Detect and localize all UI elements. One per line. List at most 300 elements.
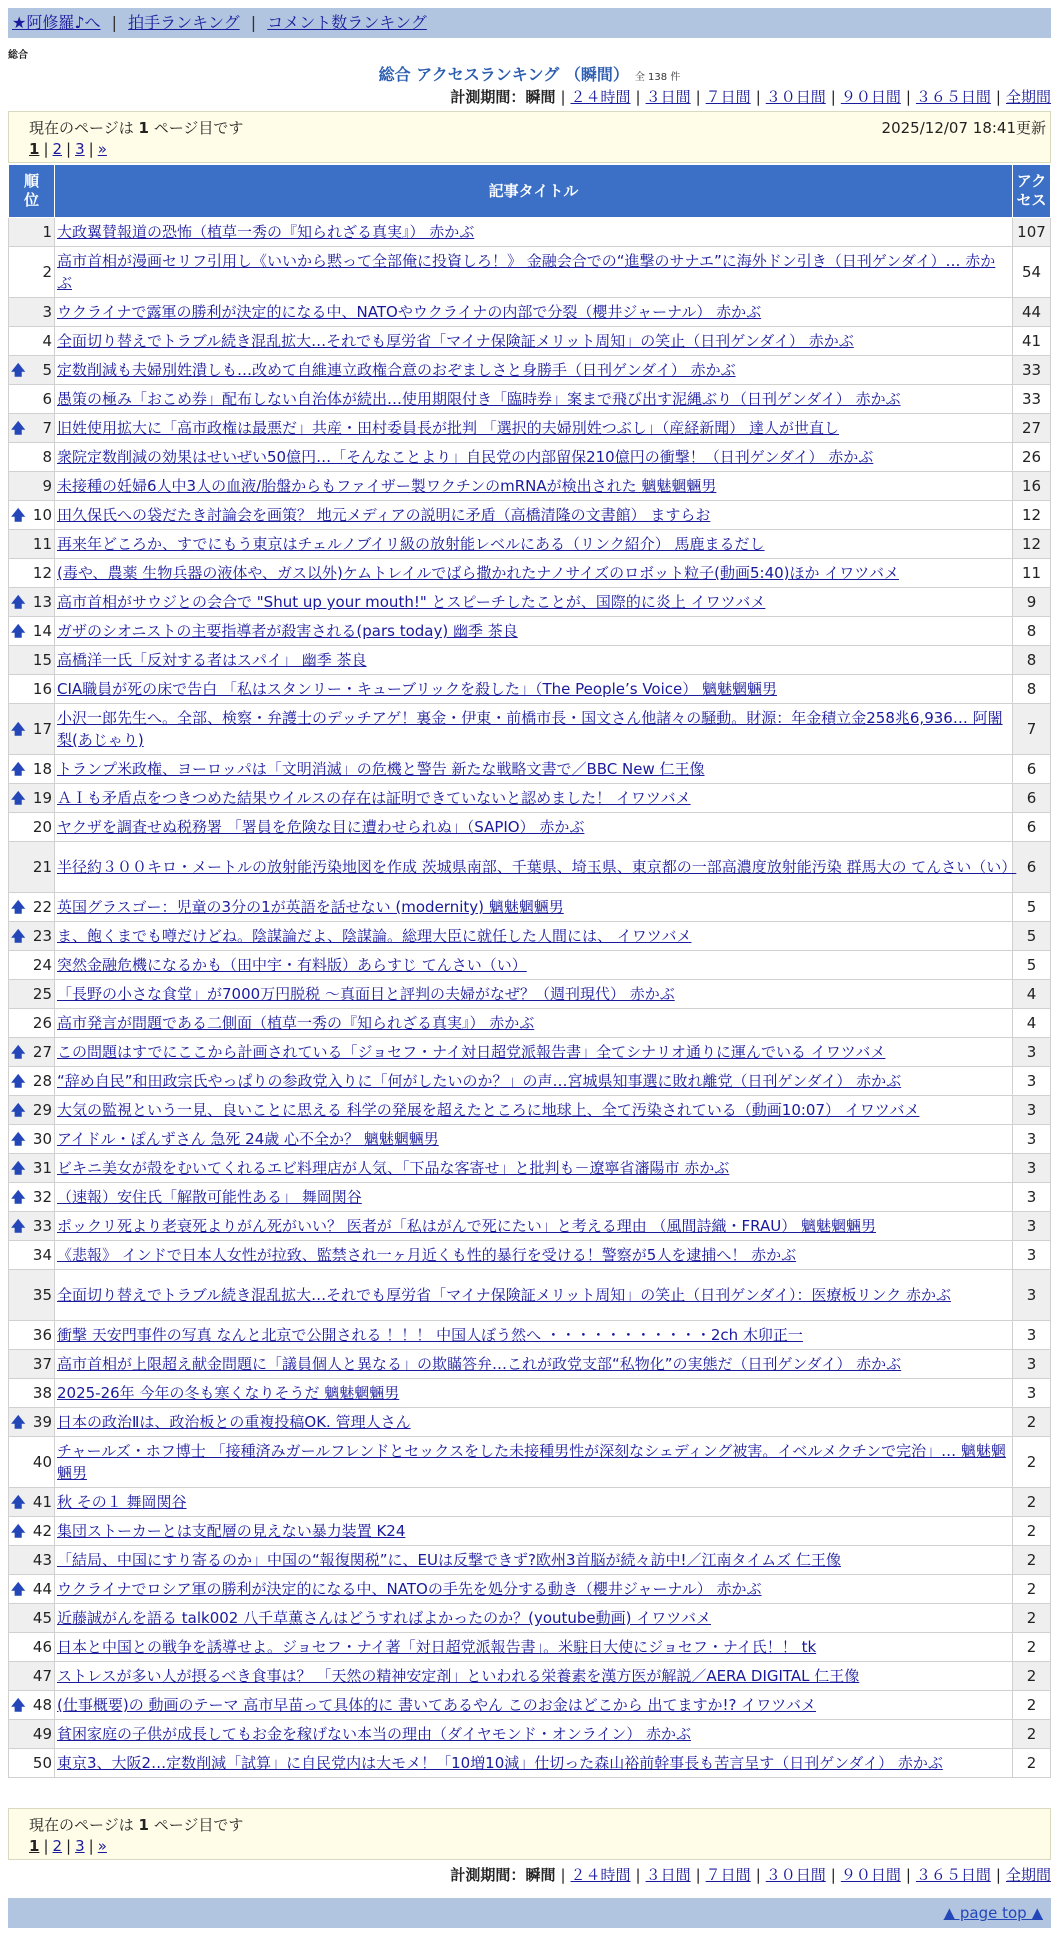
table-row bbox=[9, 893, 1051, 922]
up-arrow-icon: 🡅 bbox=[11, 595, 26, 611]
rank-number: 18 bbox=[32, 760, 52, 778]
title-cell bbox=[55, 1488, 1013, 1517]
title-cell bbox=[55, 646, 1013, 675]
access-count: 3 bbox=[1013, 1241, 1051, 1270]
access-count: 16 bbox=[1013, 472, 1051, 501]
rank-cell bbox=[9, 1067, 55, 1096]
page-separator: | bbox=[88, 1837, 94, 1855]
access-count: 9 bbox=[1013, 588, 1051, 617]
rank-number: 11 bbox=[32, 535, 52, 553]
rank-cell bbox=[9, 784, 55, 813]
access-count: 3 bbox=[1013, 1212, 1051, 1241]
rank-cell bbox=[9, 327, 55, 356]
access-count: 3 bbox=[1013, 1350, 1051, 1379]
rank-cell bbox=[9, 1488, 55, 1517]
access-count: 5 bbox=[1013, 922, 1051, 951]
table-row bbox=[9, 530, 1051, 559]
table-row bbox=[9, 472, 1051, 501]
article-title-link[interactable]: CIA職員が死の床で告白 「私はスタンリー・キューブリックを殺した」（The People’s Voice） 魑魅魍魎男 bbox=[57, 680, 778, 698]
table-row bbox=[9, 1488, 1051, 1517]
table-row bbox=[9, 1408, 1051, 1437]
up-arrow-icon: 🡅 bbox=[11, 929, 26, 945]
rank-cell bbox=[9, 1720, 55, 1749]
access-count: 107 bbox=[1013, 218, 1051, 247]
title-cell bbox=[55, 385, 1013, 414]
access-count: 2 bbox=[1013, 1749, 1051, 1778]
rank-cell bbox=[9, 588, 55, 617]
table-row bbox=[9, 588, 1051, 617]
title-cell bbox=[55, 922, 1013, 951]
article-title-link[interactable]: 全面切り替えでトラブル続き混乱拡大…それでも厚労省「マイナ保険証メリット周知」の笑止（日刊ゲンダイ）：医療板リンク 赤かぶ bbox=[57, 1286, 951, 1304]
access-count: 2 bbox=[1013, 1517, 1051, 1546]
article-title-link[interactable]: 突然金融危機になるかも（田中宇・有料版）あらすじ てんさい（い） bbox=[57, 956, 527, 974]
table-row bbox=[9, 298, 1051, 327]
table-row bbox=[9, 1321, 1051, 1350]
article-title-link[interactable]: 英国グラスゴー：児童の3分の1が英語を話せない (modernity) 魑魅魍魎男 bbox=[57, 898, 564, 916]
rank-cell bbox=[9, 1270, 55, 1321]
page-separator: | bbox=[66, 1837, 72, 1855]
article-title-link[interactable]: (毒や、農薬 生物兵器の液体や、ガス以外)ケムトレイルでばら撒かれたナノサイズのロボット粒子(動画5:40)ほか イワツバメ bbox=[57, 564, 899, 582]
rank-cell bbox=[9, 1575, 55, 1604]
title-cell bbox=[55, 617, 1013, 646]
rank-cell bbox=[9, 530, 55, 559]
period-current: 瞬間 bbox=[525, 1866, 556, 1884]
rank-cell bbox=[9, 1408, 55, 1437]
rank-number: 15 bbox=[32, 651, 52, 669]
table-row bbox=[9, 1009, 1051, 1038]
rank-cell bbox=[9, 951, 55, 980]
page-current-number: 1 bbox=[138, 119, 149, 137]
page-suffix: ページ目です bbox=[148, 119, 244, 137]
table-row bbox=[9, 1270, 1051, 1321]
table-row bbox=[9, 1517, 1051, 1546]
table-row bbox=[9, 1125, 1051, 1154]
page-suffix: ページ目です bbox=[148, 1816, 244, 1834]
access-count: 2 bbox=[1013, 1633, 1051, 1662]
title-cell bbox=[55, 1749, 1013, 1778]
access-count: 33 bbox=[1013, 385, 1051, 414]
title-cell bbox=[55, 247, 1013, 298]
article-title-link[interactable]: 《悲報》 インドで日本人女性が拉致、監禁され一ヶ月近くも性的暴行を受ける！警察が5人を逮捕へ！ 赤かぶ bbox=[57, 1246, 797, 1264]
title-cell bbox=[55, 755, 1013, 784]
up-arrow-icon: 🡅 bbox=[11, 722, 26, 738]
access-count: 3 bbox=[1013, 1125, 1051, 1154]
rank-header: 順 位 bbox=[9, 165, 55, 218]
clap-ranking-link[interactable]: 拍手ランキング bbox=[128, 13, 240, 32]
rank-cell bbox=[9, 1241, 55, 1270]
up-arrow-icon: 🡅 bbox=[11, 1132, 26, 1148]
title-cell bbox=[55, 1183, 1013, 1212]
article-title-link[interactable]: 日本と中国との戦争を誘導せよ。ジョセフ・ナイ著「対日超党派報告書」。米駐日大使にジョセフ・ナイ氏！！ tk bbox=[57, 1638, 817, 1656]
table-row bbox=[9, 1096, 1051, 1125]
access-count: 33 bbox=[1013, 356, 1051, 385]
article-title-link[interactable]: 衝撃 天安門事件の写真 なんと北京で公開される ！！！ 中国人ぼう然へ ・・・・・・・・・・・2ch 木卯正一 bbox=[57, 1326, 803, 1344]
article-title-link[interactable]: 再来年どころか、すでにもう東京はチェルノブイリ級の放射能レベルにある（リンク紹介） 馬鹿まるだし bbox=[57, 535, 765, 553]
page-links bbox=[29, 1837, 107, 1855]
page-top-link[interactable]: ▲ page top ▲ bbox=[943, 1904, 1043, 1922]
page-link[interactable]: 2 bbox=[52, 1837, 63, 1855]
access-count: 3 bbox=[1013, 1038, 1051, 1067]
total-count: 全 138 件 bbox=[634, 72, 681, 83]
page-title bbox=[0, 62, 1059, 85]
up-arrow-icon: 🡅 bbox=[11, 508, 26, 524]
up-arrow-icon: 🡅 bbox=[11, 1582, 26, 1598]
article-title-link[interactable]: 集団ストーカーとは支配層の見えない暴力装置 K24 bbox=[57, 1522, 406, 1540]
rank-number: 41 bbox=[32, 1493, 52, 1511]
rank-cell bbox=[9, 385, 55, 414]
page-link-current: 1 bbox=[29, 1837, 40, 1855]
rank-cell bbox=[9, 1691, 55, 1720]
rank-cell bbox=[9, 1212, 55, 1241]
access-count: 5 bbox=[1013, 951, 1051, 980]
rank-number: 31 bbox=[32, 1159, 52, 1177]
rank-cell bbox=[9, 646, 55, 675]
rank-cell bbox=[9, 922, 55, 951]
access-count: 3 bbox=[1013, 1379, 1051, 1408]
title-cell bbox=[55, 842, 1017, 893]
period-link[interactable]: ７日間 bbox=[705, 88, 751, 106]
article-title-link[interactable]: 未接種の妊婦6人中3人の血液/胎盤からもファイザー製ワクチンのmRNAが検出された 魑魅魍魎男 bbox=[57, 477, 717, 495]
rank-number: 34 bbox=[32, 1246, 52, 1264]
article-title-link[interactable]: 秋 その１ 舞岡関谷 bbox=[57, 1493, 187, 1511]
article-title-link[interactable]: 近藤誠がんを語る talk002 八千草薫さんはどうすればよかったのか？(youtube動画) イワツバメ bbox=[57, 1609, 711, 1627]
article-title-link[interactable]: 旧姓使用拡大に「高市政権は最悪だ」共産・田村委員長が批判 「選択的夫婦別姓つぶし」（産経新聞） 達人が世直し bbox=[57, 419, 840, 437]
article-title-link[interactable]: ＡＩも矛盾点をつきつめた結果ウイルスの存在は証明できていないと認めました！ イワツバメ bbox=[57, 789, 691, 807]
title-cell bbox=[55, 675, 1013, 704]
comment-ranking-link[interactable]: コメント数ランキング bbox=[267, 13, 427, 32]
up-arrow-icon: 🡅 bbox=[11, 363, 26, 379]
page-link[interactable]: 3 bbox=[75, 1837, 85, 1855]
table-row bbox=[9, 1437, 1051, 1488]
rank-number: 26 bbox=[32, 1014, 52, 1032]
up-arrow-icon: 🡅 bbox=[11, 1190, 26, 1206]
period-separator: | bbox=[755, 1866, 761, 1884]
rank-cell bbox=[9, 980, 55, 1009]
access-count: 4 bbox=[1013, 980, 1051, 1009]
access-count: 3 bbox=[1013, 1067, 1051, 1096]
title-cell bbox=[55, 1662, 1013, 1691]
ranking-table bbox=[8, 164, 1051, 1778]
article-title-link[interactable]: 貧困家庭の子供が成長してもお金を稼げない本当の理由（ダイヤモンド・オンライン） 赤かぶ bbox=[57, 1725, 692, 1743]
home-link[interactable]: ★阿修羅♪へ bbox=[12, 13, 101, 32]
up-arrow-icon: 🡅 bbox=[11, 1495, 26, 1511]
page-link[interactable]: 3 bbox=[75, 140, 85, 158]
access-count: 2 bbox=[1013, 1575, 1051, 1604]
rank-number: 45 bbox=[32, 1609, 52, 1627]
up-arrow-icon: 🡅 bbox=[11, 900, 26, 916]
access-count: 4 bbox=[1013, 1009, 1051, 1038]
rank-number: 2 bbox=[42, 263, 52, 281]
page-link[interactable]: » bbox=[97, 140, 107, 158]
rank-number: 10 bbox=[32, 506, 52, 524]
article-title-link[interactable]: ストレスが多い人が摂るべき食事は？ 「天然の精神安定剤」といわれる栄養素を漢方医が解説／AERA DIGITAL 仁王像 bbox=[57, 1667, 860, 1685]
table-row bbox=[9, 1720, 1051, 1749]
table-row bbox=[9, 1038, 1051, 1067]
table-row bbox=[9, 1241, 1051, 1270]
access-count: 12 bbox=[1013, 530, 1051, 559]
rank-cell bbox=[9, 1379, 55, 1408]
rank-number: 49 bbox=[32, 1725, 52, 1743]
article-title-link[interactable]: チャールズ・ホフ博士 「接種済みガールフレンドとセックスをした未接種男性が深刻なシェディング被害。イベルメクチンで完治」… 魑魅魍魎男 bbox=[57, 1442, 1006, 1482]
table-row bbox=[9, 675, 1051, 704]
up-arrow-icon: 🡅 bbox=[11, 1161, 26, 1177]
title-cell bbox=[55, 1270, 1013, 1321]
period-link[interactable]: ３０日間 bbox=[765, 1866, 826, 1884]
access-count: 26 bbox=[1013, 443, 1051, 472]
article-title-link[interactable]: 日本の政治Ⅱは、政治板との重複投稿OK. 管理人さん bbox=[57, 1413, 411, 1431]
article-title-link[interactable]: ウクライナで露軍の勝利が決定的になる中、NATOやウクライナの内部で分裂（櫻井ジャーナル） 赤かぶ bbox=[57, 303, 762, 321]
title-cell bbox=[55, 951, 1013, 980]
table-row bbox=[9, 980, 1051, 1009]
rank-number: 1 bbox=[42, 223, 52, 241]
table-row bbox=[9, 1691, 1051, 1720]
rank-number: 13 bbox=[32, 593, 52, 611]
rank-number: 29 bbox=[32, 1101, 52, 1119]
table-row bbox=[9, 1212, 1051, 1241]
article-title-link[interactable]: 全面切り替えでトラブル続き混乱拡大…それでも厚労省「マイナ保険証メリット周知」の笑止（日刊ゲンダイ） 赤かぶ bbox=[57, 332, 854, 350]
table-row bbox=[9, 247, 1051, 298]
period-separator: | bbox=[635, 1866, 641, 1884]
up-arrow-icon: 🡅 bbox=[11, 762, 26, 778]
rank-number: 40 bbox=[32, 1453, 52, 1471]
rank-number: 19 bbox=[32, 789, 52, 807]
rank-cell bbox=[9, 1096, 55, 1125]
period-separator: | bbox=[995, 88, 1001, 106]
table-row bbox=[9, 1575, 1051, 1604]
top-nav-bar bbox=[8, 8, 1051, 38]
period-separator: | bbox=[695, 1866, 701, 1884]
table-row bbox=[9, 356, 1051, 385]
title-cell bbox=[55, 1154, 1013, 1183]
period-link[interactable]: ３０日間 bbox=[765, 88, 826, 106]
access-count: 44 bbox=[1013, 298, 1051, 327]
access-header: アク セス bbox=[1013, 165, 1051, 218]
rank-number: 39 bbox=[32, 1413, 52, 1431]
rank-number: 12 bbox=[32, 564, 52, 582]
rank-number: 8 bbox=[42, 448, 52, 466]
article-title-link[interactable]: 東京3、大阪2…定数削減「試算」に自民党内は大モメ！「10増10減」仕切った森山裕前幹事長も苦言呈す（日刊ゲンダイ） 赤かぶ bbox=[57, 1754, 943, 1772]
table-row bbox=[9, 1183, 1051, 1212]
page-links bbox=[29, 140, 107, 158]
title-cell bbox=[55, 1546, 1013, 1575]
rank-number: 38 bbox=[32, 1384, 52, 1402]
article-title-link[interactable]: 小沢一郎先生へ。全部、検察・弁護士のデッチアゲ！裏金・伊東・前橋市長・国文さん他諸々の騒動。財源：年金積立金258兆6,936… 阿闍梨(あじゃり) bbox=[57, 709, 1003, 749]
period-separator: | bbox=[830, 88, 836, 106]
article-title-link[interactable]: 高市首相が上限超え献金問題に「議員個人と異なる」の欺瞞答弁…これが政党支部“私物化”の実態だ（日刊ゲンダイ） 赤かぶ bbox=[57, 1355, 902, 1373]
article-title-link[interactable]: この問題はすでにここから計画されている「ジョセフ・ナイ対日超党派報告書」全てシナリオ通りに運んでいる イワツバメ bbox=[57, 1043, 886, 1061]
table-row bbox=[9, 501, 1051, 530]
title-cell bbox=[55, 1321, 1013, 1350]
article-title-link[interactable]: ビキニ美女が殻をむいてくれるエビ料理店が人気、「下品な客寄せ」と批判も－遼寧省瀋陽市 赤かぶ bbox=[57, 1159, 730, 1177]
article-title-link[interactable]: ガザのシオニストの主要指導者が殺害される(pars today) 幽季 茶良 bbox=[57, 622, 518, 640]
rank-cell bbox=[9, 414, 55, 443]
title-cell bbox=[55, 414, 1013, 443]
period-link[interactable]: ９０日間 bbox=[840, 88, 901, 106]
access-count: 2 bbox=[1013, 1720, 1051, 1749]
title-cell bbox=[55, 704, 1013, 755]
article-title-link[interactable]: ポックリ死より老衰死よりがん死がいい？ 医者が「私はがんで死にたい」と考える理由 （風間詩織・FRAU） 魑魅魍魎男 bbox=[57, 1217, 876, 1235]
table-row bbox=[9, 922, 1051, 951]
access-count: 54 bbox=[1013, 247, 1051, 298]
title-cell bbox=[55, 1604, 1013, 1633]
rank-cell bbox=[9, 617, 55, 646]
period-link[interactable]: ７日間 bbox=[705, 1866, 751, 1884]
title-header: 記事タイトル bbox=[55, 165, 1013, 218]
page-current-number: 1 bbox=[138, 1816, 149, 1834]
article-title-link[interactable]: 定数削減も夫婦別姓潰しも…改めて自維連立政権合意のおぞましさと身勝手（日刊ゲンダイ） 赤かぶ bbox=[57, 361, 736, 379]
article-title-link[interactable]: 高市発言が問題である二側面（植草一秀の『知られざる真実』） 赤かぶ bbox=[57, 1014, 535, 1032]
access-count: 3 bbox=[1013, 1321, 1051, 1350]
rank-cell bbox=[9, 247, 55, 298]
rank-number: 6 bbox=[42, 390, 52, 408]
access-count: 2 bbox=[1013, 1691, 1051, 1720]
bottom-bar bbox=[8, 1898, 1051, 1928]
period-link[interactable]: ３日間 bbox=[645, 88, 691, 106]
title-cell bbox=[55, 1408, 1013, 1437]
page-link-current: 1 bbox=[29, 140, 40, 158]
rank-number: 47 bbox=[32, 1667, 52, 1685]
access-count: 12 bbox=[1013, 501, 1051, 530]
rank-cell bbox=[9, 842, 55, 893]
period-separator: | bbox=[830, 1866, 836, 1884]
rank-cell bbox=[9, 1321, 55, 1350]
article-title-link[interactable]: アイドル・ぽんずさん 急死 24歳 心不全か？ 魑魅魍魎男 bbox=[57, 1130, 439, 1148]
access-count: 2 bbox=[1013, 1604, 1051, 1633]
period-separator: | bbox=[560, 1866, 566, 1884]
table-row bbox=[9, 443, 1051, 472]
updated-timestamp: 2025/12/07 18:41更新 bbox=[881, 119, 1046, 137]
rank-number: 9 bbox=[42, 477, 52, 495]
title-cell bbox=[55, 327, 1013, 356]
rank-number: 33 bbox=[32, 1217, 52, 1235]
table-row bbox=[9, 842, 1051, 893]
period-link[interactable]: ３６５日間 bbox=[915, 88, 991, 106]
table-row bbox=[9, 704, 1051, 755]
period-separator: | bbox=[695, 88, 701, 106]
period-link[interactable]: ２４時間 bbox=[570, 1866, 631, 1884]
access-count: 6 bbox=[1013, 842, 1051, 893]
period-link[interactable]: ３日間 bbox=[645, 1866, 691, 1884]
article-title-link[interactable]: 2025-26年 今年の冬も寒くなりそうだ 魑魅魍魎男 bbox=[57, 1384, 400, 1402]
up-arrow-icon: 🡅 bbox=[11, 791, 26, 807]
period-link[interactable]: 全期間 bbox=[1005, 1866, 1051, 1884]
article-title-link[interactable]: 田久保氏への袋だたき討論会を画策？ 地元メディアの説明に矛盾（高橋清隆の文書館） ますらお bbox=[57, 506, 711, 524]
table-row bbox=[9, 951, 1051, 980]
current-page-text bbox=[29, 117, 243, 138]
rank-number: 23 bbox=[32, 927, 52, 945]
article-title-link[interactable]: 衆院定数削減の効果はせいぜい50億円…「そんなことより」自民党の内部留保210億円の衝撃！（日刊ゲンダイ） 赤かぶ bbox=[57, 448, 874, 466]
access-count: 2 bbox=[1013, 1437, 1051, 1488]
article-title-link[interactable]: 半径約３００キロ・メートルの放射能汚染地図を作成 茨城県南部、千葉県、埼玉県、東京都の一部高濃度放射能汚染 群馬大の てんさい（い） bbox=[57, 858, 1017, 876]
title-cell bbox=[55, 443, 1013, 472]
title-cell bbox=[55, 501, 1013, 530]
article-title-link[interactable]: (仕事概要)の 動画のテーマ 高市早苗って具体的に 書いてあるやん このお金はどこから 出てますか!? イワツバメ bbox=[57, 1696, 816, 1714]
title-cell bbox=[55, 1125, 1013, 1154]
table-row bbox=[9, 1154, 1051, 1183]
article-title-link[interactable]: 高市首相がサウジとの会合で "Shut up your mouth!" とスピーチしたことが、国際的に炎上 イワツバメ bbox=[57, 593, 766, 611]
title-cell bbox=[55, 530, 1013, 559]
title-cell bbox=[55, 813, 1013, 842]
page-link[interactable]: » bbox=[97, 1837, 107, 1855]
rank-cell bbox=[9, 501, 55, 530]
period-separator: | bbox=[905, 88, 911, 106]
period-link[interactable]: ９０日間 bbox=[840, 1866, 901, 1884]
rank-cell bbox=[9, 1038, 55, 1067]
article-title-link[interactable]: ヤクザを調査せぬ税務署 「署員を危険な目に遭わせられぬ」（SAPIO） 赤かぶ bbox=[57, 818, 585, 836]
rank-cell bbox=[9, 1009, 55, 1038]
access-count: 8 bbox=[1013, 675, 1051, 704]
rank-number: 16 bbox=[32, 680, 52, 698]
period-link[interactable]: 全期間 bbox=[1005, 88, 1051, 106]
rank-number: 28 bbox=[32, 1072, 52, 1090]
rank-cell bbox=[9, 704, 55, 755]
page-separator: | bbox=[66, 140, 72, 158]
article-title-link[interactable]: 「結局、中国にすり寄るのか」中国の“報復関税”に、EUは反撃できず?欧州3首脳が続々訪中!／江南タイムズ 仁王像 bbox=[57, 1551, 841, 1569]
up-arrow-icon: 🡅 bbox=[11, 1045, 26, 1061]
rank-number: 27 bbox=[32, 1043, 52, 1061]
rank-number: 21 bbox=[32, 858, 52, 876]
article-title-link[interactable]: 「長野の小さな食堂」が7000万円脱税 ～真面目と評判の夫婦がなぜ？（週刊現代） 赤かぶ bbox=[57, 985, 675, 1003]
access-count: 6 bbox=[1013, 755, 1051, 784]
rank-number: 48 bbox=[32, 1696, 52, 1714]
table-row bbox=[9, 1067, 1051, 1096]
rank-cell bbox=[9, 1350, 55, 1379]
period-selector-top bbox=[450, 86, 1051, 107]
access-count: 3 bbox=[1013, 1154, 1051, 1183]
ranking-table-body bbox=[9, 218, 1051, 1778]
up-arrow-icon: 🡅 bbox=[11, 421, 26, 437]
article-title-link[interactable]: トランプ米政権、ヨーロッパは「文明消滅」の危機と警告 新たな戦略文書で／BBC New 仁王像 bbox=[57, 760, 705, 778]
period-link[interactable]: ２４時間 bbox=[570, 88, 631, 106]
period-separator: | bbox=[905, 1866, 911, 1884]
table-row bbox=[9, 1604, 1051, 1633]
rank-number: 32 bbox=[32, 1188, 52, 1206]
current-page-text bbox=[29, 1814, 243, 1835]
title-cell bbox=[55, 784, 1013, 813]
period-link[interactable]: ３６５日間 bbox=[915, 1866, 991, 1884]
article-title-link[interactable]: 高市首相が漫画セリフ引用し《いいから黙って全部俺に投資しろ！》 金融会合での“進撃のサナエ”に海外ドン引き（日刊ゲンダイ）… 赤かぶ bbox=[57, 252, 996, 292]
up-arrow-icon: 🡅 bbox=[11, 1698, 26, 1714]
title-cell bbox=[55, 1096, 1013, 1125]
rank-cell bbox=[9, 813, 55, 842]
article-title-link[interactable]: ま、飽くまでも噂だけどね。陰謀論だよ、陰謀論。総理大臣に就任した人間には、 イワツバメ bbox=[57, 927, 692, 945]
title-cell bbox=[55, 1009, 1013, 1038]
article-title-link[interactable]: （速報）安住氏「解散可能性ある」 舞岡関谷 bbox=[57, 1188, 362, 1206]
article-title-link[interactable]: 大気の監視という一見、良いことに思える 科学の発展を超えたところに地球上、全て汚染されている（動画10:07） イワツバメ bbox=[57, 1101, 920, 1119]
rank-cell bbox=[9, 1154, 55, 1183]
up-arrow-icon: 🡅 bbox=[11, 1415, 26, 1431]
article-title-link[interactable]: ウクライナでロシア軍の勝利が決定的になる中、NATOの手先を処分する動き（櫻井ジャーナル） 赤かぶ bbox=[57, 1580, 762, 1598]
article-title-link[interactable]: 愚策の極み「おこめ券」配布しない自治体が続出…使用期限付き「臨時券」案まで飛び出す泥縄ぶり（日刊ゲンダイ） 赤かぶ bbox=[57, 390, 901, 408]
rank-cell bbox=[9, 893, 55, 922]
article-title-link[interactable]: “辞め自民”和田政宗氏やっぱりの参政党入りに「何がしたいのか？」の声…宮城県知事選に敗れ離党（日刊ゲンダイ） 赤かぶ bbox=[57, 1072, 902, 1090]
access-count: 2 bbox=[1013, 1488, 1051, 1517]
article-title-link[interactable]: 高橋洋一氏「反対する者はスパイ」 幽季 茶良 bbox=[57, 651, 367, 669]
table-row bbox=[9, 559, 1051, 588]
title-cell bbox=[55, 1241, 1013, 1270]
rank-number: 36 bbox=[32, 1326, 52, 1344]
access-count: 8 bbox=[1013, 646, 1051, 675]
page-link[interactable]: 2 bbox=[52, 140, 63, 158]
table-row bbox=[9, 617, 1051, 646]
table-row bbox=[9, 1350, 1051, 1379]
rank-number: 14 bbox=[32, 622, 52, 640]
period-separator: | bbox=[755, 88, 761, 106]
rank-cell bbox=[9, 1546, 55, 1575]
article-title-link[interactable]: 大政翼賛報道の恐怖（植草一秀の『知られざる真実』） 赤かぶ bbox=[57, 223, 475, 241]
rank-cell bbox=[9, 356, 55, 385]
period-label: 計測期間： bbox=[450, 1866, 526, 1884]
